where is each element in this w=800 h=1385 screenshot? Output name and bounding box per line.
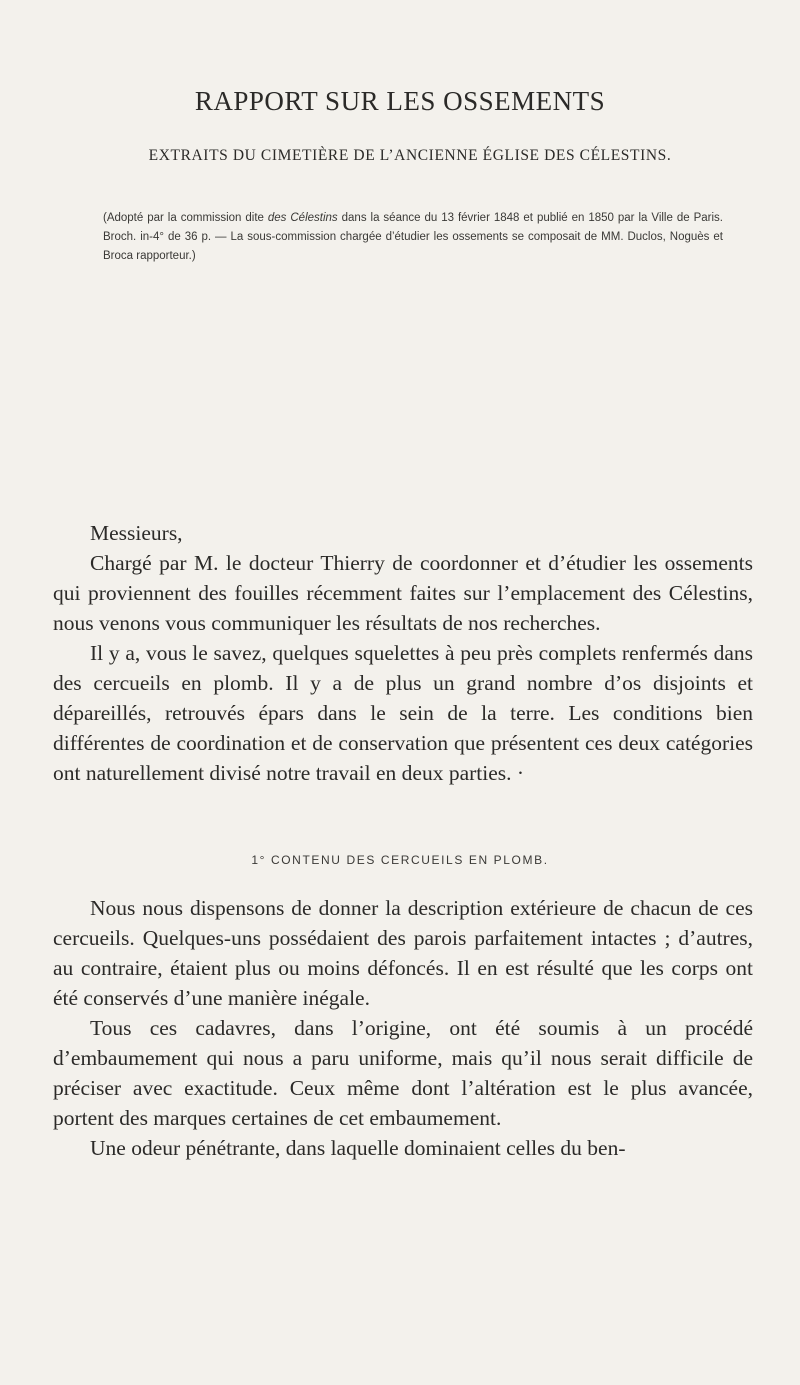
greeting-text: Messieurs, bbox=[90, 521, 183, 545]
paragraph: Tous ces cadavres, dans l’origine, ont été soumis à un procédé d’embaumement qui nous a paru uniforme, mais qu’il nous serait difficile de préciser avec exactitude. Ceux même dont l’altération est le plus avancée, portent des marques certaines de cet embaumement. bbox=[53, 1016, 753, 1130]
introduction-block bbox=[53, 548, 753, 788]
section-heading: 1° CONTENU DES CERCUEILS EN PLOMB. bbox=[251, 853, 549, 867]
note-text-end: dans la séance du 13 février 1848 et publié en 1850 par la Ville de Paris. Broch. in-4° de 36 p. — La sous-commission chargée d’étudier les ossements se composait de MM. Duclos, Noguès et Broca rapporteur.) bbox=[103, 212, 723, 262]
paragraph: Une odeur pénétrante, dans laquelle dominaient celles du ben- bbox=[90, 1136, 626, 1160]
note-text-italic: des Célestins bbox=[267, 212, 338, 224]
page-title: RAPPORT SUR LES OSSEMENTS bbox=[194, 86, 606, 116]
paragraph: Il y a, vous le savez, quelques squelettes à peu près complets renfermés dans des cercueils en plomb. Il y a de plus un grand nombre d’os disjoints et dépareillés, retrouvés épars dans le sein de la terre. Les conditions bien différentes de coordination et de conservation que présentent ces deux catégories ont naturellement divisé notre travail en deux parties. · bbox=[53, 641, 753, 785]
note-text-start: (Adopté par la commission dite bbox=[103, 212, 268, 224]
section-body bbox=[53, 893, 753, 1163]
greeting bbox=[53, 518, 753, 548]
paragraph: Chargé par M. le docteur Thierry de coordonner et d’étudier les ossements qui proviennent des fouilles récemment faites sur l’emplacement des Célestins, nous venons vous communiquer les résultats de nos recherches. bbox=[53, 551, 753, 635]
publication-note bbox=[103, 209, 723, 266]
paragraph: Nous nous dispensons de donner la description extérieure de chacun de ces cercueils. Quelques-uns possédaient des parois parfaitement intactes ; d’autres, au contraire, étaient plus ou moins défoncés. Il en est résulté que les corps ont été conservés d’une manière inégale. bbox=[53, 896, 753, 1010]
page-subtitle: EXTRAITS DU CIMETIÈRE DE L’ANCIENNE ÉGLISE DES CÉLESTINS. bbox=[148, 147, 672, 164]
